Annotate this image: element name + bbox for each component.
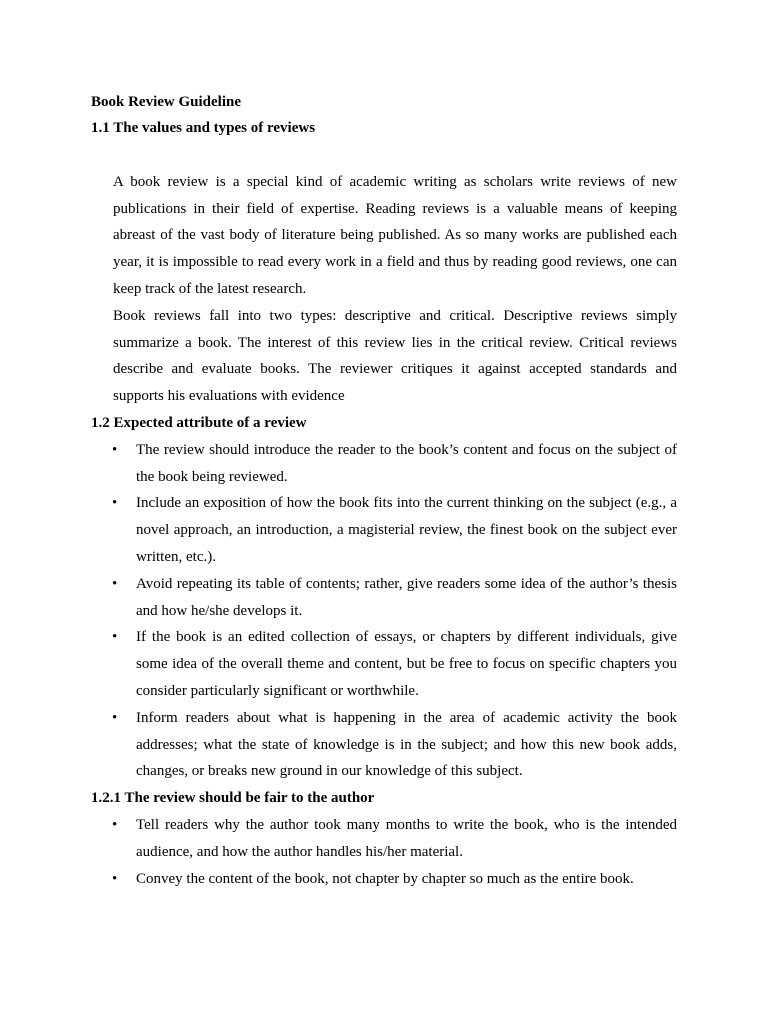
list-item-text: Tell readers why the author took many months to write the book, who is the intended audience, and how the author handles his/her material. [136,816,677,860]
paragraph-review-types: Book reviews fall into two types: descriptive and critical. Descriptive reviews simply summarize a book. The interest of this review lies in the critical review. Critical reviews describe and evaluate books. The reviewer critiques it against accepted standards and supports his evaluations with evidence [113,307,677,405]
bullet-icon: • [112,816,118,833]
bullet-icon: • [112,495,118,512]
list-item [91,437,677,491]
list-item-text: If the book is an edited collection of essays, or chapters by different individuals, give some idea of the overall theme and content, but be free to focus on specific chapters you consider particularly significant or worthwhile. [136,629,677,699]
list-item [91,624,677,704]
document-title: Book Review Guideline [91,94,242,110]
bullet-icon: • [112,629,118,646]
list-item [91,866,677,893]
bullet-icon: • [112,709,118,726]
section-heading-1-1: 1.1 The values and types of reviews [91,120,316,136]
list-item-text: Convey the content of the book, not chapter by chapter so much as the entire book. [136,870,634,887]
section-heading-1-2: 1.2 Expected attribute of a review [91,414,307,431]
list-item-text: The review should introduce the reader to the book’s content and focus on the subject of the book being reviewed. [136,441,677,485]
bullet-icon: • [112,575,118,592]
list-item [91,490,677,570]
expected-attributes-list [91,437,677,785]
list-item-text: Avoid repeating its table of contents; rather, give readers some idea of the author’s thesis and how he/she develops it. [136,575,677,619]
list-item [91,705,677,785]
bullet-icon: • [112,870,118,887]
fairness-list [91,812,677,892]
list-item-text: Include an exposition of how the book fits into the current thinking on the subject (e.g., a novel approach, an introduction, a magisterial review, the finest book on the subject ever written, etc.). [136,495,677,565]
blank-line [91,142,677,169]
document-body [91,89,677,892]
section-heading-1-2-1: 1.2.1 The review should be fair to the author [91,790,375,807]
paragraph-reviews-intro: A book review is a special kind of academic writing as scholars write reviews of new publications in their field of expertise. Reading reviews is a valuable means of keeping abreast of the vast body of literature being published. As so many works are published each year, it is impossible to read every work in a field and thus by reading good reviews, one can keep track of the latest research. [113,173,677,297]
list-item-text: Inform readers about what is happening in the area of academic activity the book addresses; what the state of knowledge is in the subject; and how this new book adds, changes, or breaks new ground in our knowledge of this subject. [136,709,677,780]
list-item [91,812,677,866]
list-item [91,571,677,625]
bullet-icon: • [112,441,118,458]
